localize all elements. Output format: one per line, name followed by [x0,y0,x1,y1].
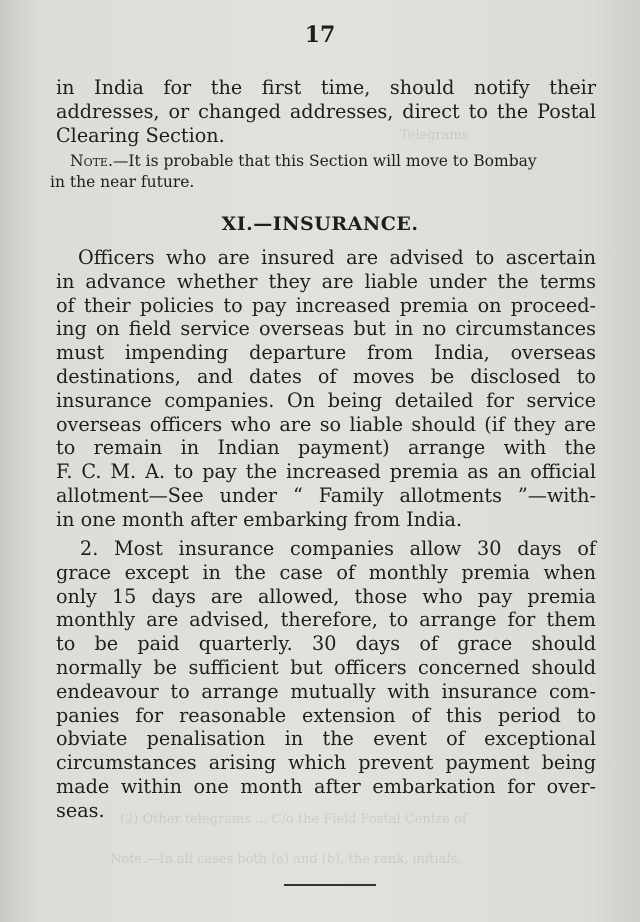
text-line: to be paid quarterly. 30 days of grace should [56,632,596,656]
text-line: 2. Most insurance companies allow 30 days of [80,537,596,560]
text-line: obviate penalisation in the event of exceptional [56,727,596,751]
note-text: in the near future. [50,173,195,191]
text-line: ing on field service overseas but in no circumstances [56,317,596,341]
text-line: overseas officers who are so liable should (if they are [56,412,596,436]
text-line: allotment—See under “ Family allotments ”—with- [56,483,596,507]
bleed-through-text: (2) Other telegrams ... C/o the Field Postal Centre of [120,812,467,827]
text-line: made within one month after embarkation for over- [56,774,596,798]
text-line: in India for the first time, should notify their [56,76,596,99]
text-line: F. C. M. A. to pay the increased premia as an official [56,460,596,484]
footer-rule [284,884,376,886]
text-line: must impending departure from India, overseas [56,341,596,365]
text-line: of their policies to pay increased premia on proceed- [56,293,596,317]
note-first-line [70,151,586,172]
section-heading: XI.—INSURANCE. [221,213,419,235]
text-line: addresses, or changed addresses, direct to the Postal [56,99,596,123]
text-line: in advance whether they are liable under the terms [56,269,596,293]
text-line: to remain in Indian payment) arrange with the [56,436,596,460]
continuation-paragraph [56,76,596,147]
text-line: normally be sufficient but officers concerned should [56,655,596,679]
text-line: Clearing Section. [56,123,225,147]
bleed-through-text: Telegrams [400,128,469,143]
text-line: circumstances arising which prevent payment being [56,751,596,775]
text-line: endeavour to arrange mutually with insurance com- [56,679,596,703]
text-line: insurance companies. On being detailed for service [56,388,596,412]
paragraph-2 [56,537,596,823]
bleed-through-text: Note.—In all cases both (a) and (b), the rank, initials, [110,852,462,867]
page-number: 17 [304,22,336,48]
note-label: Note. [70,152,113,170]
text-line: in one month after embarking from India. [56,507,463,531]
note [70,151,586,172]
text-line: grace except in the case of monthly premia when [56,560,596,584]
text-line: destinations, and dates of moves be disclosed to [56,364,596,388]
text-line: Officers who are insured are advised to ascertain [78,246,596,269]
text-line: seas. [56,798,105,822]
note-continuation [50,172,590,193]
text-line: panies for reasonable extension of this period to [56,703,596,727]
text-line: only 15 days are allowed, those who pay premia [56,584,596,608]
text-line: monthly are advised, therefore, to arrange for them [56,608,596,632]
note-text: —It is probable that this Section will move to Bombay [112,152,537,170]
paragraph-1 [56,246,596,532]
